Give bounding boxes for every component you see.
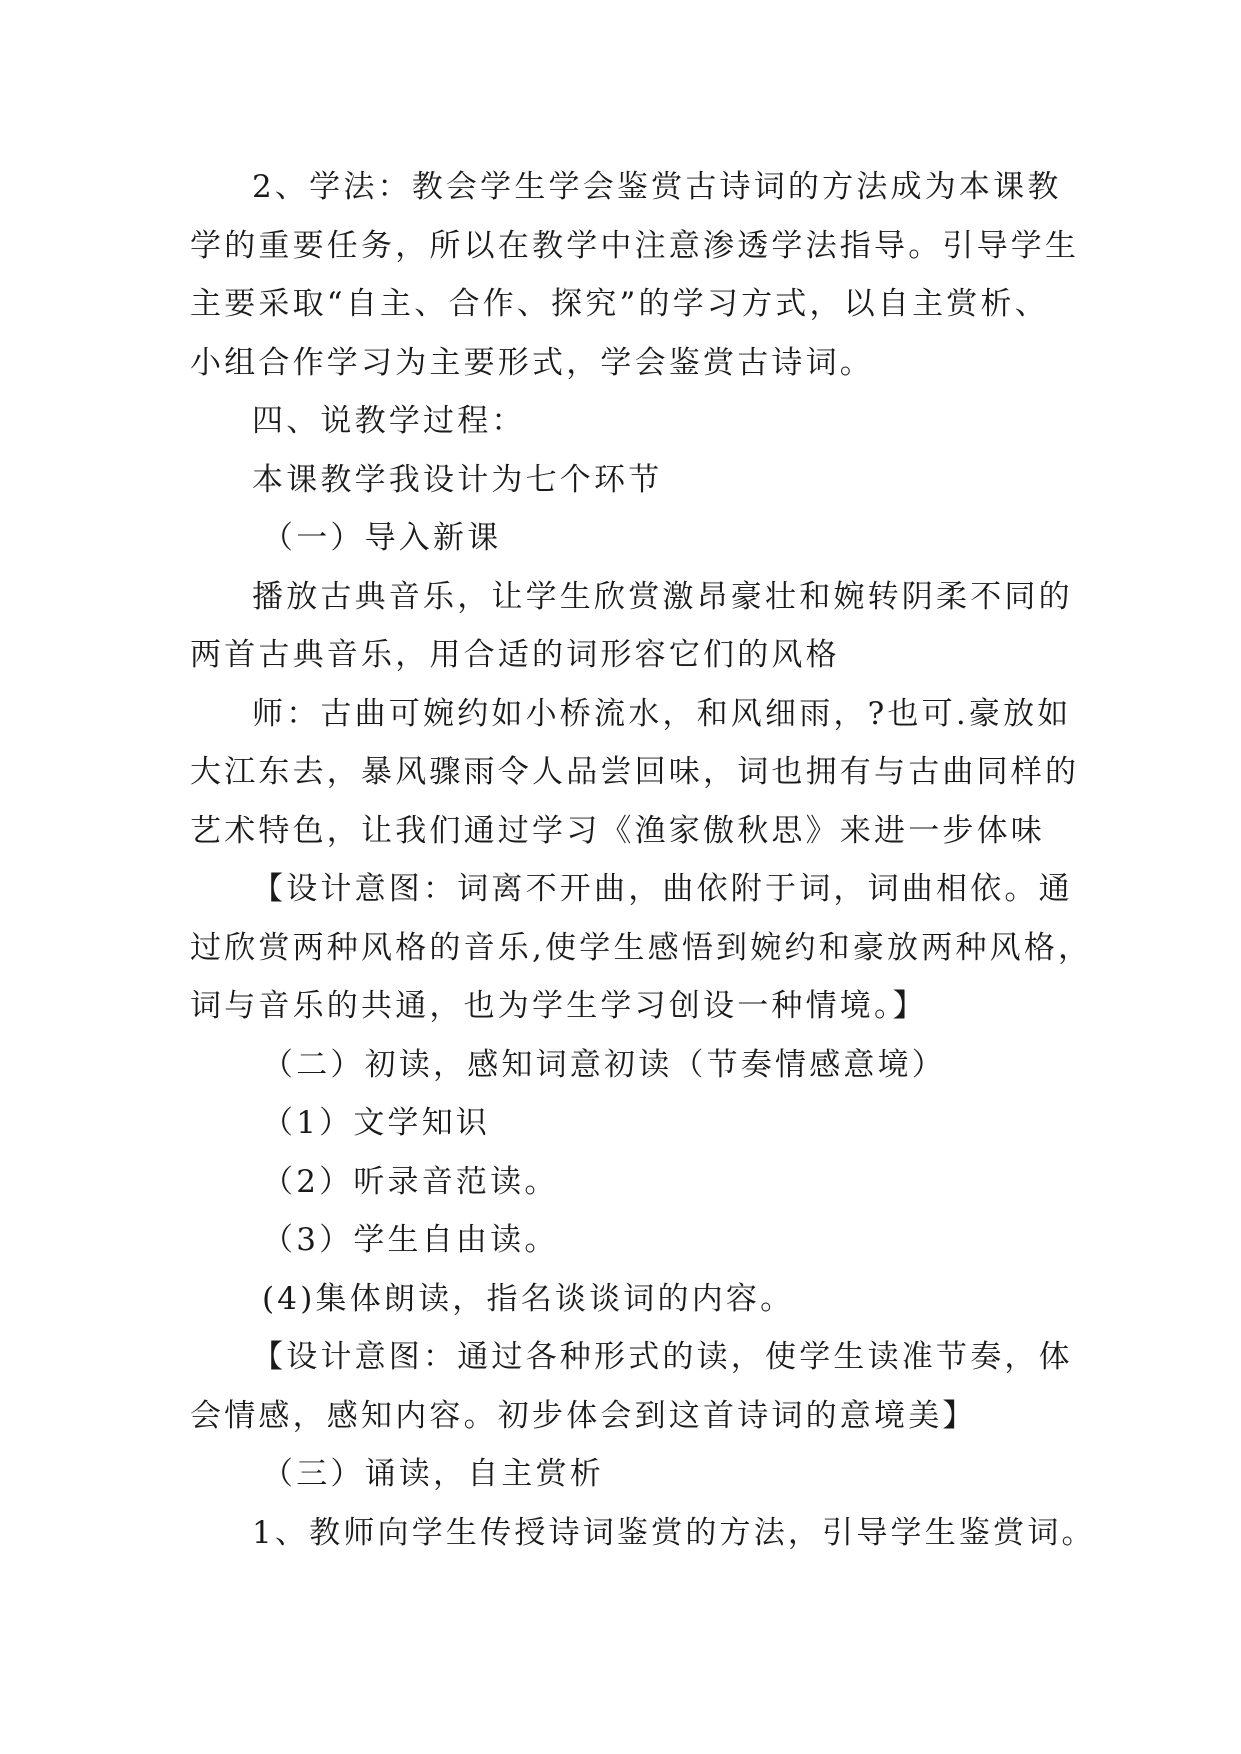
paragraph-study-method — [190, 158, 1080, 392]
paragraph-design-intent-1 — [190, 860, 1093, 1036]
list-item-free-reading — [190, 1211, 1075, 1270]
text-line: （二）初读，感知词意初读（节奏情感意境） — [262, 1046, 946, 1083]
text-line: 本课教学我设计为七个环节 — [252, 461, 663, 498]
text-line: 学的重要任务，所以在教学中注意渗透学法指导。引导学生 — [190, 227, 1080, 264]
text-line: 小组合作学习为主要形式，学会鉴赏古诗词。 — [190, 344, 874, 381]
text-line: 师：古曲可婉约如小桥流水，和风细雨，?也可.豪放如 — [252, 695, 1072, 732]
text-line: 主要采取“自主、合作、探究”的学习方式，以自主赏析、 — [190, 286, 1049, 322]
text-line: 四、说教学过程： — [252, 403, 526, 439]
text-line: （1）文学知识 — [262, 1105, 491, 1141]
text-line: （3）学生自由读。 — [262, 1222, 559, 1258]
text-line: 2、学法：教会学生学会鉴赏古诗词的方法成为本课教 — [252, 169, 1062, 205]
text-line: 词与音乐的共通，也为学生学习创设一种情境。】 — [190, 988, 927, 1024]
list-item-group-reading — [190, 1270, 1075, 1329]
paragraph-seven-steps — [190, 451, 1075, 510]
subheading-recitation — [190, 1445, 1075, 1504]
text-line: 大江东去，暴风骤雨令人品尝回味，词也拥有与古曲同样的 — [190, 754, 1080, 790]
text-line: 1、教师向学生传授诗词鉴赏的方法，引导学生鉴赏词。 — [252, 1514, 1096, 1551]
subheading-introduction — [190, 509, 1075, 568]
text-line: 【设计意图：通过各种形式的读，使学生读准节奏，体 — [252, 1339, 1073, 1375]
section-heading-process — [190, 392, 1075, 451]
document-body — [190, 158, 1096, 1562]
paragraph-play-music — [190, 568, 1075, 685]
text-line: (4)集体朗读，指名谈谈词的内容。 — [262, 1280, 795, 1317]
text-line: 播放古典音乐，让学生欣赏激昂豪壮和婉转阴柔不同的 — [252, 578, 1073, 615]
paragraph-teacher-remark — [190, 685, 1080, 861]
text-line: 过欣赏两种风格的音乐,使学生感悟到婉约和豪放两种风格， — [190, 929, 1093, 966]
text-line: 【设计意图：词离不开曲，曲依附于词，词曲相依。通 — [252, 871, 1073, 907]
text-line: 艺术特色，让我们通过学习《渔家傲秋思》来进一步体味 — [190, 812, 1045, 849]
list-item-literary-knowledge — [190, 1094, 1075, 1153]
text-line: 两首古典音乐，用合适的词形容它们的风格 — [190, 637, 840, 673]
text-line: （一）导入新课 — [262, 520, 502, 556]
paragraph-design-intent-2 — [190, 1328, 1075, 1445]
text-line: （2）听录音范读。 — [262, 1163, 559, 1200]
list-item-listen-recording — [190, 1153, 1075, 1212]
text-line: （三）诵读，自主赏析 — [262, 1456, 604, 1492]
text-line: 会情感，感知内容。初步体会到这首诗词的意境美】 — [190, 1397, 977, 1434]
paragraph-teacher-method — [190, 1504, 1096, 1563]
subheading-first-reading — [190, 1036, 1075, 1095]
